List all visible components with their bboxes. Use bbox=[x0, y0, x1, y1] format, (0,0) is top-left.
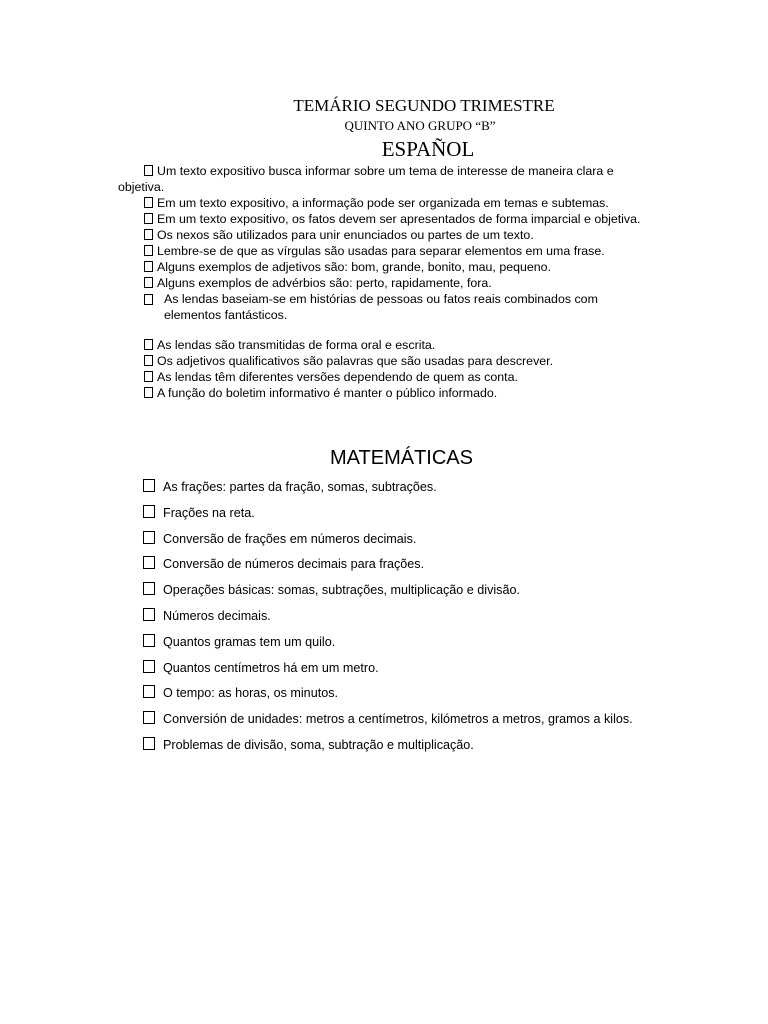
list-item bbox=[143, 504, 703, 530]
list-item-text: Quantos gramas tem um quilo. bbox=[163, 634, 336, 649]
list-item-text: Em um texto expositivo, a informação pode ser organizada em temas e subtemas. bbox=[157, 196, 609, 210]
list-item bbox=[143, 684, 703, 710]
list-item bbox=[143, 736, 703, 762]
list-item bbox=[143, 478, 703, 504]
list-item-text: Frações na reta. bbox=[163, 505, 255, 520]
checkbox-icon bbox=[143, 685, 155, 698]
list-item bbox=[143, 607, 703, 633]
list-item-text: Operações básicas: somas, subtrações, multiplicação e divisão. bbox=[163, 583, 520, 598]
list-item bbox=[143, 530, 703, 556]
list-item bbox=[143, 659, 703, 685]
list-item bbox=[118, 195, 658, 211]
checkbox-icon bbox=[143, 608, 155, 621]
list-item-text: As lendas são transmitidas de forma oral e escrita. bbox=[157, 338, 436, 352]
list-item bbox=[118, 353, 658, 369]
list-item bbox=[118, 227, 658, 243]
list-item-text: Quantos centímetros há em um metro. bbox=[163, 660, 379, 675]
list-item-text: Lembre-se de que as vírgulas são usadas para separar elementos em uma frase. bbox=[157, 244, 605, 258]
checkbox-icon bbox=[144, 339, 153, 350]
checkbox-icon bbox=[144, 165, 153, 176]
list-item bbox=[118, 385, 658, 401]
list-item-text: As lendas baseiam-se em histórias de pessoas ou fatos reais combinados com elementos fantásticos. bbox=[164, 292, 598, 322]
checkbox-icon bbox=[144, 294, 153, 305]
checkbox-icon bbox=[143, 582, 155, 595]
checkbox-icon bbox=[143, 634, 155, 647]
document-subtitle: QUINTO ANO GRUPO “B” bbox=[344, 118, 496, 133]
list-item-text: Conversão de frações em números decimais. bbox=[163, 531, 417, 546]
checkbox-icon bbox=[144, 213, 153, 224]
list-item bbox=[118, 337, 658, 353]
list-item-text: A função do boletim informativo é manter o público informado. bbox=[157, 386, 498, 400]
section-heading-matematicas: MATEMÁTICAS bbox=[330, 447, 473, 469]
checkbox-icon bbox=[143, 479, 155, 492]
list-item-text: Um texto expositivo busca informar sobre um tema de interesse de maneira clara e objetiva. bbox=[118, 164, 614, 194]
checkbox-icon bbox=[144, 229, 153, 240]
checkbox-icon bbox=[144, 245, 153, 256]
checkbox-icon bbox=[144, 387, 153, 398]
list-item bbox=[118, 369, 658, 385]
list-item-text: Em um texto expositivo, os fatos devem ser apresentados de forma imparcial e objetiva. bbox=[157, 212, 641, 226]
list-item bbox=[118, 275, 658, 291]
list-item bbox=[118, 259, 658, 275]
checkbox-icon bbox=[143, 556, 155, 569]
checkbox-icon bbox=[144, 371, 153, 382]
list-item bbox=[118, 291, 658, 323]
list-item bbox=[143, 633, 703, 659]
checkbox-icon bbox=[143, 531, 155, 544]
checkbox-icon bbox=[143, 660, 155, 673]
matematicas-list bbox=[143, 478, 703, 762]
list-item-text: O tempo: as horas, os minutos. bbox=[163, 686, 338, 701]
checkbox-icon bbox=[144, 355, 153, 366]
checkbox-icon bbox=[144, 277, 153, 288]
list-item-text: As lendas têm diferentes versões dependendo de quem as conta. bbox=[157, 370, 518, 384]
list-item bbox=[118, 163, 658, 195]
list-item bbox=[143, 581, 703, 607]
section-heading-espanol: ESPAÑOL bbox=[381, 137, 475, 161]
checkbox-icon bbox=[143, 711, 155, 724]
espanol-list bbox=[118, 163, 658, 401]
list-item-text: Alguns exemplos de adjetivos são: bom, grande, bonito, mau, pequeno. bbox=[157, 260, 552, 274]
list-item-text: Números decimais. bbox=[163, 608, 271, 623]
list-item-text: Conversão de números decimais para frações. bbox=[163, 557, 425, 572]
list-item-text: Os nexos são utilizados para unir enunciados ou partes de um texto. bbox=[157, 228, 534, 242]
list-item bbox=[143, 710, 703, 736]
list-item-text: Alguns exemplos de advérbios são: perto, rapidamente, fora. bbox=[157, 276, 492, 290]
list-item-text: Conversión de unidades: metros a centímetros, kilómetros a metros, gramos a kilos. bbox=[163, 712, 633, 727]
list-item bbox=[118, 211, 658, 227]
checkbox-icon bbox=[144, 261, 153, 272]
list-item-text: Problemas de divisão, soma, subtração e multiplicação. bbox=[163, 737, 474, 752]
list-item bbox=[143, 555, 703, 581]
list-item-text: As frações: partes da fração, somas, subtrações. bbox=[163, 480, 437, 494]
list-item bbox=[118, 243, 658, 259]
checkbox-icon bbox=[144, 197, 153, 208]
checkbox-icon bbox=[143, 505, 155, 518]
checkbox-icon bbox=[143, 737, 155, 750]
list-item-text: Os adjetivos qualificativos são palavras que são usadas para descrever. bbox=[157, 354, 554, 368]
document-title: TEMÁRIO SEGUNDO TRIMESTRE bbox=[293, 96, 555, 115]
